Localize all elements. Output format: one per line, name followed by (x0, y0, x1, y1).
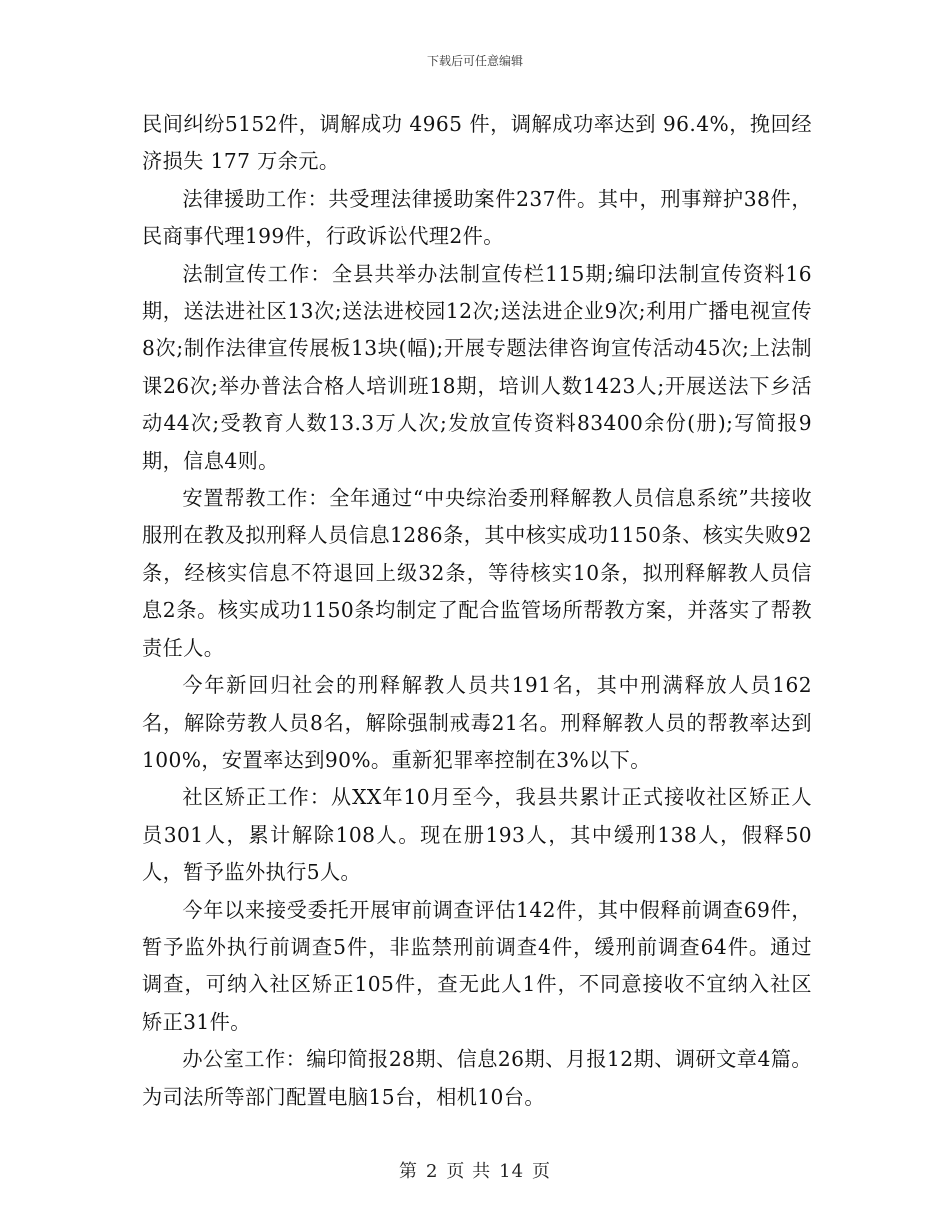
document-body (142, 106, 812, 1116)
paragraph-legal-publicity: 法制宣传工作：全县共举办法制宣传栏115期;编印法制宣传资料16期，送法进社区13次;送法进校园12次;送法进企业9次;利用广播电视宣传8次;制作法律宣传展板13块(幅);开展专题法律咨询宣传活动45次;上法制课26次;举办普法合格人培训班18期，培训人数1423人;开展送法下乡活动44次;受教育人数13.3万人次;发放宣传资料83400余份(册);写简报9期，信息4则。 (142, 261, 812, 473)
footer-total-pages: 14 (499, 1161, 525, 1182)
page-header: 下载后可任意编辑 (426, 54, 523, 68)
paragraph-civil-disputes: 民间纠纷5152件，调解成功 4965 件，调解成功率达到 96.4%，挽回经济损失 177 万余元。 (142, 112, 812, 174)
paragraph-community-correction: 社区矫正工作：从XX年10月至今，我县共累计正式接收社区矫正人员301人，累计解除108人。现在册193人，其中缓刑138人，假释50人，暂予监外执行5人。 (142, 785, 812, 885)
paragraph-pretrial-investigation: 今年以来接受委托开展审前调查评估142件，其中假释前调查69件，暂予监外执行前调查5件，非监禁刑前调查4件，缓刑前调查64件。通过调查，可纳入社区矫正105件，查无此人1件，不同意接收不宜纳入社区矫正31件。 (142, 897, 812, 1034)
paragraph-office-work: 办公室工作：编印简报28期、信息26期、月报12期、调研文章4篇。为司法所等部门配置电脑15台，相机10台。 (142, 1047, 812, 1109)
footer-suffix: 页 (532, 1161, 552, 1182)
paragraph-released-persons: 今年新回归社会的刑释解教人员共191名，其中刑满释放人员162名，解除劳教人员8名，解除强制戒毒21名。刑释解教人员的帮教率达到100%，安置率达到90%。重新犯罪率控制在3%以下。 (142, 673, 812, 772)
paragraph-resettlement: 安置帮教工作：全年通过“中央综治委刑释解教人员信息系统”共接收服刑在教及拟刑释人员信息1286条，其中核实成功1150条、核实失败92条，经核实信息不符退回上级32条，等待核实10条，拟刑释解教人员信息2条。核实成功1150条均制定了配合监管场所帮教方案，并落实了帮教责任人。 (142, 486, 812, 660)
footer-mid: 页 共 (446, 1161, 492, 1182)
page-footer (0, 1157, 950, 1183)
footer-page-number: 2 (425, 1161, 439, 1182)
footer-prefix: 第 (398, 1161, 418, 1182)
paragraph-legal-aid: 法律援助工作：共受理法律援助案件237件。其中，刑事辩护38件，民商事代理199件，行政诉讼代理2件。 (142, 186, 812, 249)
